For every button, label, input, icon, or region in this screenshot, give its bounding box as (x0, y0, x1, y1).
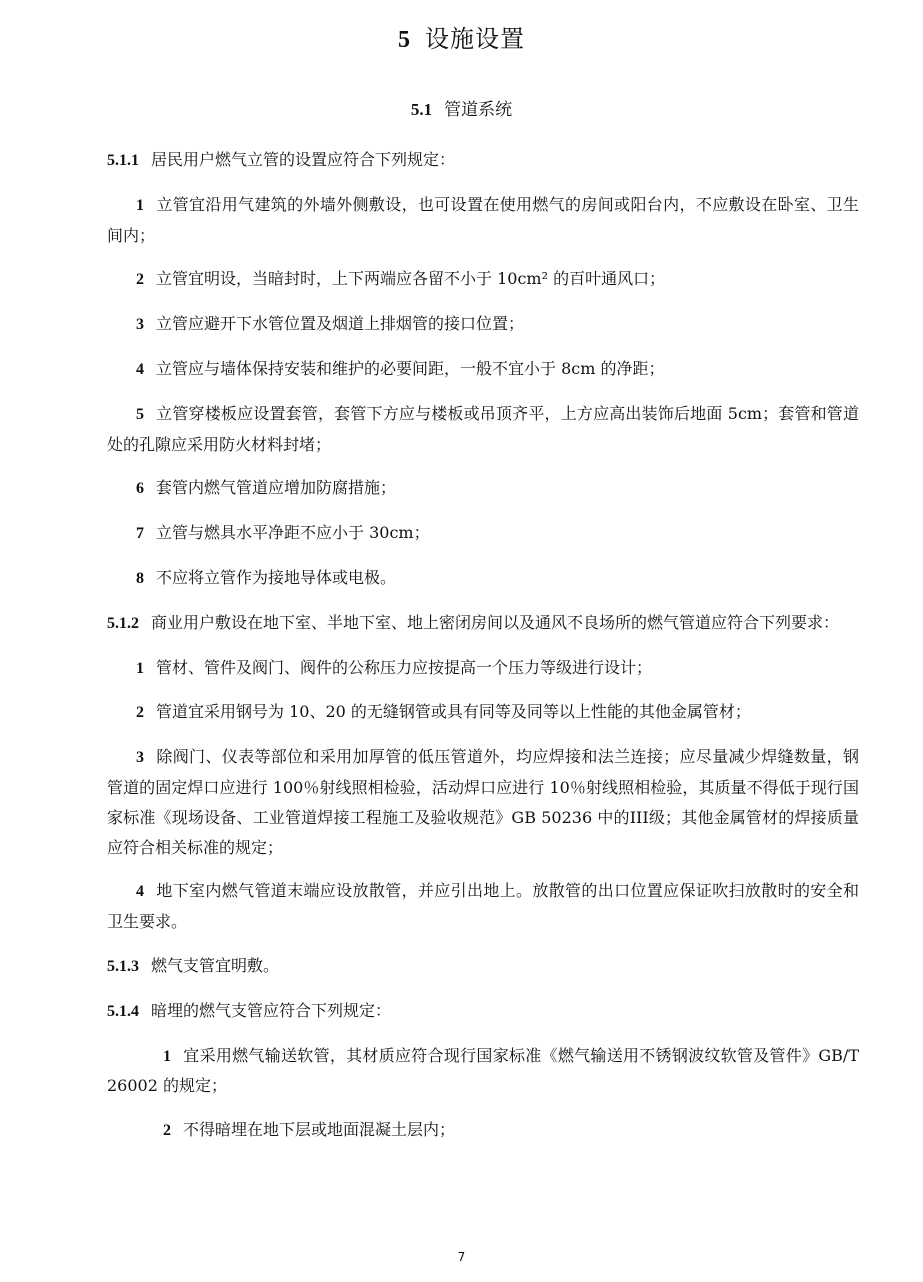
item-text: 立管应与墙体保持安装和维护的必要间距，一般不宜小于 8cm 的净距； (156, 358, 665, 378)
list-item (107, 876, 859, 937)
clause-text: 燃气支管宜明敷。 (151, 955, 280, 975)
clause-number: 5.1.4 (107, 1002, 139, 1020)
list-item (107, 264, 859, 295)
list-item (107, 563, 859, 594)
clause-number: 5.1.1 (107, 152, 139, 169)
item-text: 立管穿楼板应设置套管，套管下方应与楼板或吊顶齐平，上方应高出装饰后地面 5cm；套管和管道处的孔隙应采用防火材料封堵； (107, 403, 859, 454)
item-number: 7 (136, 525, 144, 543)
item-text: 地下室内燃气管道末端应设放散管，并应引出地上。放散管的出口位置应保证吹扫放散时的安全和卫生要求。 (107, 881, 859, 932)
item-number: 4 (136, 360, 144, 378)
item-text: 管道宜采用钢号为 10、20 的无缝钢管或具有同等及同等以上性能的其他金属管材； (156, 702, 751, 722)
clause-5-1-2 (107, 608, 859, 639)
clause-5-1-4 (107, 996, 859, 1027)
list-item (107, 1115, 859, 1146)
item-text: 除阀门、仪表等部位和采用加厚管的低压管道外，均应焊接和法兰连接；应尽量减少焊缝数量，钢管道的固定焊口应进行 100％射线照相检验，活动焊口应进行 10％射线照相检验，其质量不得低于现行国家标准《现场设备、工业管道焊接工程施工及验收规范》GB 50236 中的III级；其他金属管材的焊接质量应符合相关标准的规定； (107, 747, 859, 857)
clause-text: 商业用户敷设在地下室、半地下室、地上密闭房间以及通风不良场所的燃气管道应符合下列要求： (151, 612, 840, 632)
document-body (107, 145, 859, 1160)
clause-text: 居民用户燃气立管的设置应符合下列规定： (151, 150, 456, 169)
item-number: 5 (136, 405, 144, 423)
list-item (107, 473, 859, 504)
item-number: 2 (136, 271, 144, 289)
list-item (107, 518, 859, 549)
item-number: 1 (136, 196, 144, 214)
clause-number: 5.1.2 (107, 614, 139, 632)
item-text: 立管应避开下水管位置及烟道上排烟管的接口位置； (156, 314, 525, 334)
item-number: 1 (163, 1047, 171, 1065)
item-text: 不得暗埋在地下层或地面混凝土层内； (183, 1120, 456, 1140)
item-text: 套管内燃气管道应增加防腐措施； (156, 478, 397, 498)
list-item (107, 309, 859, 340)
item-number: 2 (136, 704, 144, 722)
page-number: 7 (457, 1250, 466, 1264)
item-text: 管材、管件及阀门、阀件的公称压力应按提高一个压力等级进行设计； (156, 657, 653, 677)
list-item (107, 742, 859, 862)
section-title-text: 管道系统 (444, 100, 513, 120)
item-number: 6 (136, 480, 144, 498)
item-number: 4 (136, 883, 144, 901)
clause-number: 5.1.3 (107, 957, 139, 975)
item-text: 立管宜明设，当暗封时，上下两端应各留不小于 10cm² 的百叶通风口； (156, 269, 666, 289)
item-text: 立管与燃具水平净距不应小于 30cm； (156, 523, 430, 543)
item-number: 3 (136, 749, 144, 767)
item-text: 立管宜沿用气建筑的外墙外侧敷设，也可设置在使用燃气的房间或阳台内，不应敷设在卧室、卫生间内； (107, 194, 859, 245)
chapter-title-text: 设施设置 (425, 25, 525, 53)
item-text: 不应将立管作为接地导体或电极。 (156, 567, 397, 587)
item-text: 宜采用燃气输送软管，其材质应符合现行国家标准《燃气输送用不锈钢波纹软管及管件》GB/T 26002 的规定； (107, 1045, 859, 1096)
item-number: 2 (163, 1122, 171, 1140)
section-title (0, 96, 923, 124)
list-item (107, 399, 859, 460)
chapter-title (0, 22, 923, 57)
item-number: 8 (136, 569, 144, 587)
list-item (107, 1041, 859, 1102)
section-number: 5.1 (410, 100, 433, 119)
item-number: 1 (136, 659, 144, 677)
clause-5-1-1 (107, 145, 859, 176)
list-item (107, 697, 859, 728)
list-item (107, 190, 859, 251)
chapter-number: 5 (398, 27, 411, 53)
clause-text: 暗埋的燃气支管应符合下列规定： (151, 1000, 392, 1020)
clause-5-1-3 (107, 951, 859, 982)
list-item (107, 653, 859, 684)
list-item (107, 354, 859, 385)
item-number: 3 (136, 316, 144, 334)
